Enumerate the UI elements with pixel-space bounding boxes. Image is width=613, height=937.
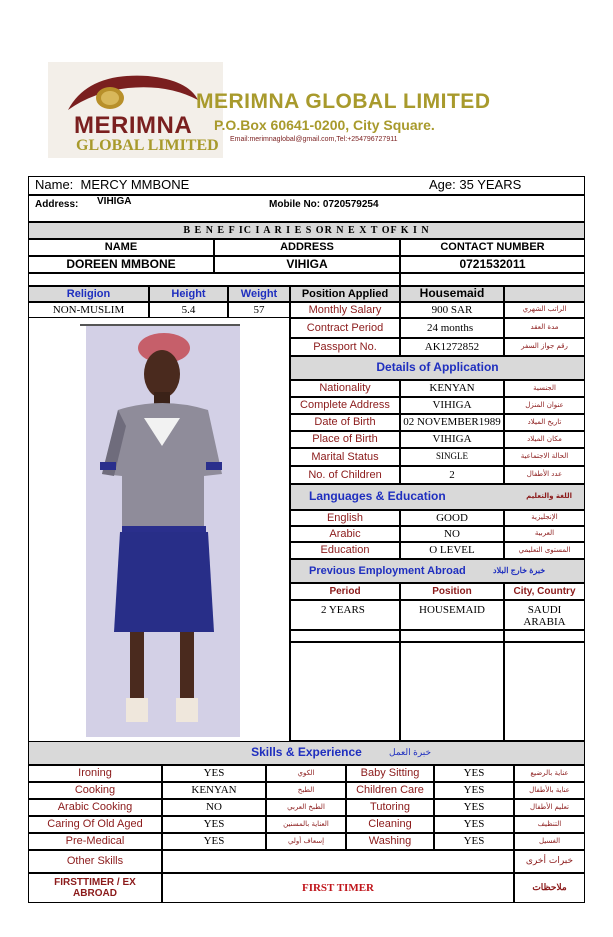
remark-label-line2: ABROAD [73,888,117,899]
detail-value: KENYAN [400,380,504,397]
languages-title-text: Languages & Education [309,489,446,504]
skill-value: YES [434,799,514,816]
abroad-position: HOUSEMAID [400,600,504,630]
skill-label: Washing [346,833,434,850]
language-arabic: المستوى التعليمي [504,542,585,559]
abroad-city [504,600,585,630]
applicant-address: VIHIGA [97,196,132,207]
detail-value: VIHIGA [400,397,504,414]
abroad-header-position: Position [400,583,504,600]
abroad-title-arabic: خبرة خارج البلاد [493,565,546,575]
abroad-blank-area [290,642,400,741]
abroad-city-line1: SAUDI [527,604,562,616]
skill-value: YES [434,833,514,850]
skill-label: Caring Of Old Aged [28,816,162,833]
applicant-photo [86,326,240,737]
abroad-blank-area [504,642,585,741]
skill-arabic: الغسيل [514,833,585,850]
skill-value: YES [434,816,514,833]
other-skills-label: Other Skills [28,850,162,873]
skill-arabic: الكوي [266,765,346,782]
kin-spacer-right [400,273,585,286]
kin-header-address: ADDRESS [214,239,400,256]
skill-value: YES [162,816,266,833]
detail-value: VIHIGA [400,431,504,448]
skill-arabic: عناية بالرضيع [514,765,585,782]
remark-value: FIRST TIMER [162,873,514,903]
kin-spacer-left [28,273,400,286]
language-label: Arabic [290,526,400,542]
language-value: O LEVEL [400,542,504,559]
job-label: Contract Period [290,318,400,338]
language-arabic: الإنجليزية [504,510,585,526]
skill-value: YES [162,765,266,782]
details-title: Details of Application [290,356,585,380]
name-label: Name: [35,177,74,193]
detail-value: 02 NOVEMBER1989 [400,414,504,431]
abroad-city-line2: ARABIA [523,616,566,629]
job-value: 24 months [400,318,504,338]
skill-arabic: الطبخ العربي [266,799,346,816]
job-arabic: رقم جواز السفر [504,338,585,356]
skill-arabic: التنظيف [514,816,585,833]
kin-header-name: NAME [28,239,214,256]
other-skills-arabic: خبرات أخرى [514,850,585,873]
skill-label: Ironing [28,765,162,782]
detail-label: Nationality [290,380,400,397]
abroad-blank-row [400,630,504,642]
kin-contact: 0721532011 [400,256,585,273]
skill-arabic: الطبخ [266,782,346,799]
other-skills-value [162,850,514,873]
weight-value: 57 [228,302,290,318]
detail-label: No. of Children [290,466,400,484]
applicant-age: 35 YEARS [459,177,522,193]
language-value: NO [400,526,504,542]
job-value: AK1272852 [400,338,504,356]
name-row [28,176,585,195]
kin-address: VIHIGA [214,256,400,273]
job-arabic: مدة العقد [504,318,585,338]
address-label: Address: [35,199,79,210]
skill-label: Cooking [28,782,162,799]
company-contact: Email:merimnaglobal@gmail.com,Tel:+254796727911 [230,136,398,143]
skills-title-arabic: خبرة العمل [389,747,432,758]
mobile-label: Mobile No: [269,199,321,210]
skill-label: Tutoring [346,799,434,816]
skills-title [28,741,585,765]
skill-value: YES [162,833,266,850]
remark-label [28,873,162,903]
religion-value: NON-MUSLIM [28,302,149,318]
kin-name: DOREEN MMBONE [28,256,214,273]
language-label: Education [290,542,400,559]
skill-label: Baby Sitting [346,765,434,782]
skill-value: NO [162,799,266,816]
job-arabic: الراتب الشهري [504,302,585,318]
abroad-blank-area [400,642,504,741]
skill-value: KENYAN [162,782,266,799]
detail-arabic: الجنسية [504,380,585,397]
abroad-period: 2 YEARS [290,600,400,630]
detail-label: Marital Status [290,448,400,466]
address-row [28,195,585,222]
detail-arabic: تاريخ الميلاد [504,414,585,431]
remark-arabic: ملاحظات [514,873,585,903]
logo-word-merimna: MERIMNA [74,112,193,139]
detail-value: 2 [400,466,504,484]
kin-header-contact: CONTACT NUMBER [400,239,585,256]
job-label: Passport No. [290,338,400,356]
position-header: Position Applied [290,286,400,302]
detail-arabic: مكان الميلاد [504,431,585,448]
person-photo-icon [86,326,240,737]
detail-arabic: عدد الأطفال [504,466,585,484]
abroad-blank-row [504,630,585,642]
position-blank [504,286,585,302]
abroad-header-period: Period [290,583,400,600]
abroad-blank-row [290,630,400,642]
languages-title-arabic: اللغة والتعليم [526,492,572,501]
language-label: English [290,510,400,526]
height-header: Height [149,286,228,302]
abroad-header-city: City, Country [504,583,585,600]
age-label: Age: [429,177,456,193]
skill-arabic: عناية بالأطفال [514,782,585,799]
skill-arabic: إسعاف أولي [266,833,346,850]
skill-arabic: العناية بالمسنين [266,816,346,833]
height-value: 5.4 [149,302,228,318]
language-value: GOOD [400,510,504,526]
applicant-mobile: 0720579254 [322,199,379,210]
skill-value: YES [434,765,514,782]
position-value: Housemaid [400,286,504,302]
skill-arabic: تعليم الأطفال [514,799,585,816]
abroad-title [290,559,585,583]
skill-label: Arabic Cooking [28,799,162,816]
detail-arabic: عنوان المنزل [504,397,585,414]
applicant-name: MERCY MMBONE [80,177,190,193]
detail-value: SINGLE [400,448,504,466]
skill-label: Children Care [346,782,434,799]
detail-arabic: الحالة الاجتماعية [504,448,585,466]
job-label: Monthly Salary [290,302,400,318]
abroad-title-text: Previous Employment Abroad [309,564,466,577]
religion-header: Religion [28,286,149,302]
detail-label: Place of Birth [290,431,400,448]
detail-label: Complete Address [290,397,400,414]
job-value: 900 SAR [400,302,504,318]
company-po-box: P.O.Box 60641-0200, City Square. [214,117,435,133]
language-arabic: العربية [504,526,585,542]
kin-title: B E N E F IC I A R I E S OR N E X T OF K I N [28,222,585,239]
skill-label: Cleaning [346,816,434,833]
skill-value: YES [434,782,514,799]
logo-word-global: GLOBAL LIMITED [76,137,219,154]
skill-label: Pre-Medical [28,833,162,850]
age-group [429,178,521,192]
remark-label-line1: FIRSTTIMER / EX [54,877,136,888]
company-name: MERIMNA GLOBAL LIMITED [196,90,491,113]
languages-title [290,484,585,510]
weight-header: Weight [228,286,290,302]
mobile-group [269,199,379,210]
detail-label: Date of Birth [290,414,400,431]
skills-title-text: Skills & Experience [251,745,362,760]
